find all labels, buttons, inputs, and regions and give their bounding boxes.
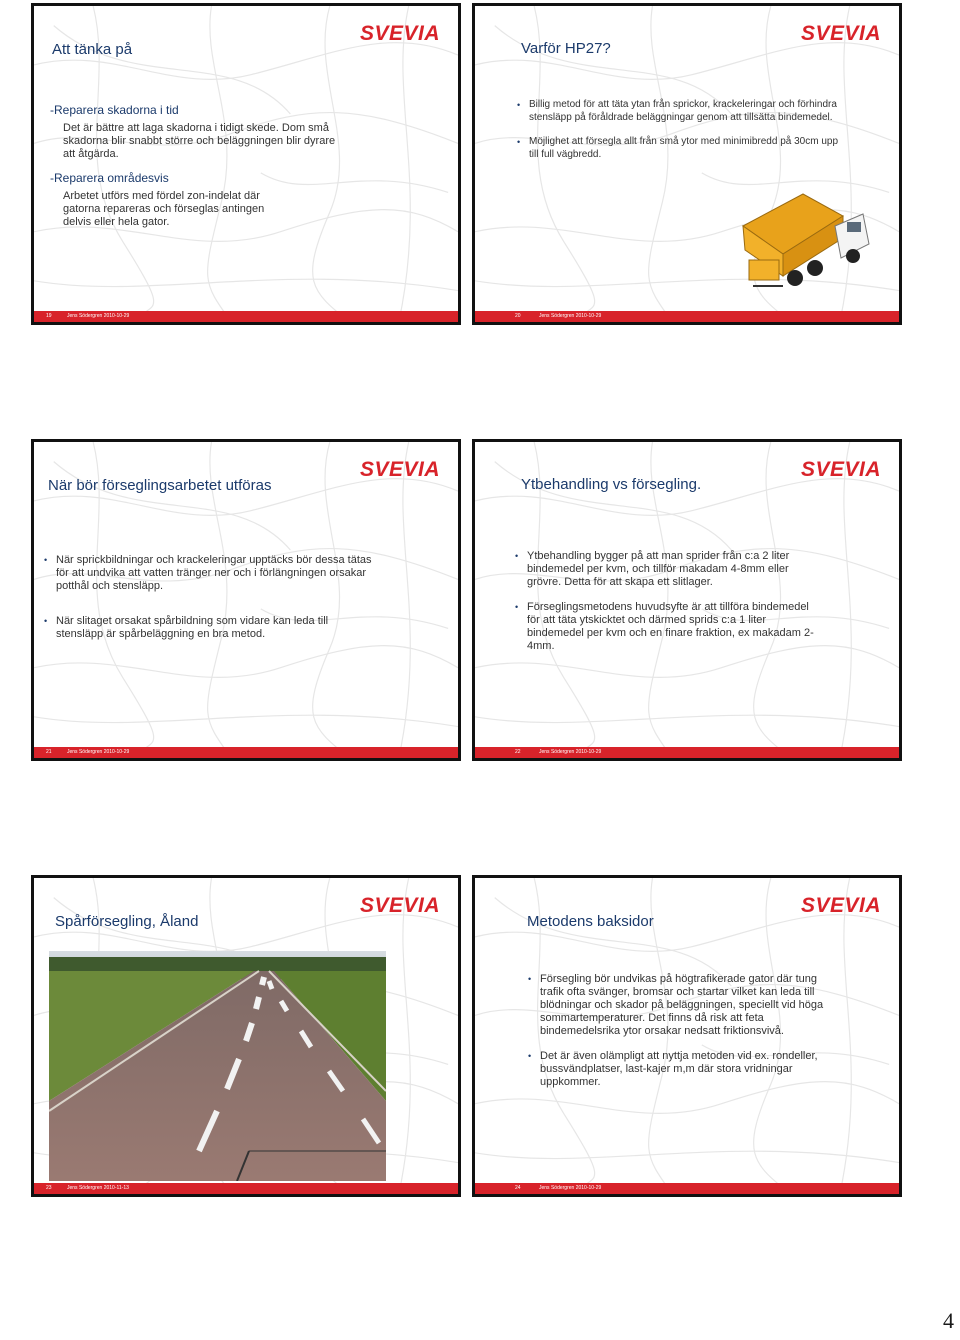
asphalt-truck-image — [723, 186, 873, 306]
bullet-item: • Förseglingsmetodens huvudsyfte är att tillföra bindemedel för att täta ytskicktet och därmed sprids c:a 1 liter bindemedel per kvm och en finare fraktion, ex makadam 2-4mm. — [515, 601, 815, 653]
slide-number: 20 — [515, 313, 521, 319]
slide-title: Spårförsegling, Åland — [55, 913, 199, 930]
slide-footer — [34, 747, 458, 758]
heading-repair-by-area: -Reparera områdesvis — [50, 171, 169, 185]
slide-footer — [475, 311, 899, 322]
slide-title: Varför HP27? — [521, 40, 611, 57]
bullet-item: • Möjlighet att försegla allt från små ytor med minimibredd på 30cm upp till full vägbredd. — [517, 136, 847, 161]
slide-23 — [31, 875, 461, 1197]
svevia-logo: SVEVIA — [359, 22, 440, 45]
road-photo — [49, 951, 386, 1181]
slide-footer — [475, 1183, 899, 1194]
slide-title: Ytbehandling vs försegling. — [521, 476, 702, 493]
slide-number: 23 — [46, 1185, 52, 1191]
slide-footer — [34, 1183, 458, 1194]
slide-footer — [475, 747, 899, 758]
slide-number: 24 — [515, 1185, 521, 1191]
svevia-logo: SVEVIA — [359, 458, 440, 481]
slide-number: 19 — [46, 313, 52, 319]
slide-24 — [472, 875, 902, 1197]
bullet-item: • Ytbehandling bygger på att man sprider från c:a 2 liter bindemedel per kvm, och tillför makadam 4-8mm eller grövre. Detta för att skapa ett slitlager. — [515, 550, 815, 589]
slide-title: Att tänka på — [52, 41, 133, 58]
page-number: 4 — [943, 1308, 954, 1333]
bullet-item: • När sprickbildningar och krackeleringar upptäcks bör dessa tätas för att undvika att vatten tränger ner och i förlängningen orsakar potthål och stensläpp. — [44, 554, 374, 593]
paragraph-repair-in-time: Det är bättre att laga skadorna i tidigt skede. Dom små skadorna blir snabbt större och beläggningen blir dyrare att åtgärda. — [63, 122, 336, 160]
footer-author-date: Jens Södergren 2010-10-29 — [539, 1185, 602, 1191]
footer-author-date: Jens Södergren 2010-10-29 — [539, 313, 602, 319]
svevia-logo: SVEVIA — [800, 22, 881, 45]
slide-title: Metodens baksidor — [527, 913, 654, 930]
footer-author-date: Jens Södergren 2010-10-29 — [67, 749, 130, 755]
slide-footer — [34, 311, 458, 322]
bullet-item: • När slitaget orsakat spårbildning som vidare kan leda till stensläpp är spårbeläggning en bra metod. — [44, 615, 374, 641]
slide-number: 21 — [46, 749, 52, 755]
bullet-item: • Försegling bör undvikas på högtrafikerade gator där tung trafik ofta svänger, bromsar och startar vilket kan leda till blödningar och skador på beläggningen, speciellt vid höga sommartemperaturer. Det finns då risk att feta bindemedelsrika ytor orsakar nedsatt friktionsvivå. — [528, 973, 838, 1038]
slide-body — [44, 554, 374, 653]
slide-number: 22 — [515, 749, 521, 755]
slide-body — [515, 550, 815, 665]
footer-author-date: Jens Södergren 2010-10-29 — [539, 749, 602, 755]
slide-body — [50, 104, 350, 229]
svevia-logo: SVEVIA — [800, 458, 881, 481]
svevia-logo: SVEVIA — [800, 894, 881, 917]
slide-19 — [31, 3, 461, 325]
svevia-logo: SVEVIA — [359, 894, 440, 917]
slide-body — [517, 99, 847, 173]
slide-body — [528, 973, 838, 1101]
slide-title: När bör förseglingsarbetet utföras — [48, 477, 272, 494]
slide-22 — [472, 439, 902, 761]
footer-author-date: Jens Södergren 2010-10-29 — [67, 313, 130, 319]
bullet-item: • Det är även olämpligt att nyttja metoden vid ex. rondeller, bussvändplatser, last-kajer m,m där stora vridningar uppkommer. — [528, 1050, 838, 1089]
bullet-item: • Billig metod för att täta ytan från sprickor, krackeleringar och förhindra stensläpp på föråldrade beläggningar genom att tillsätta bindemedel. — [517, 99, 847, 124]
paragraph-repair-by-area: Arbetet utförs med fördel zon-indelat där gatorna repareras och förseglas antingen delvis eller hela gator. — [63, 190, 265, 228]
slide-20 — [472, 3, 902, 325]
footer-author-date: Jens Södergren 2010-11-13 — [67, 1185, 129, 1191]
heading-repair-in-time: -Reparera skadorna i tid — [50, 103, 179, 117]
slide-21 — [31, 439, 461, 761]
